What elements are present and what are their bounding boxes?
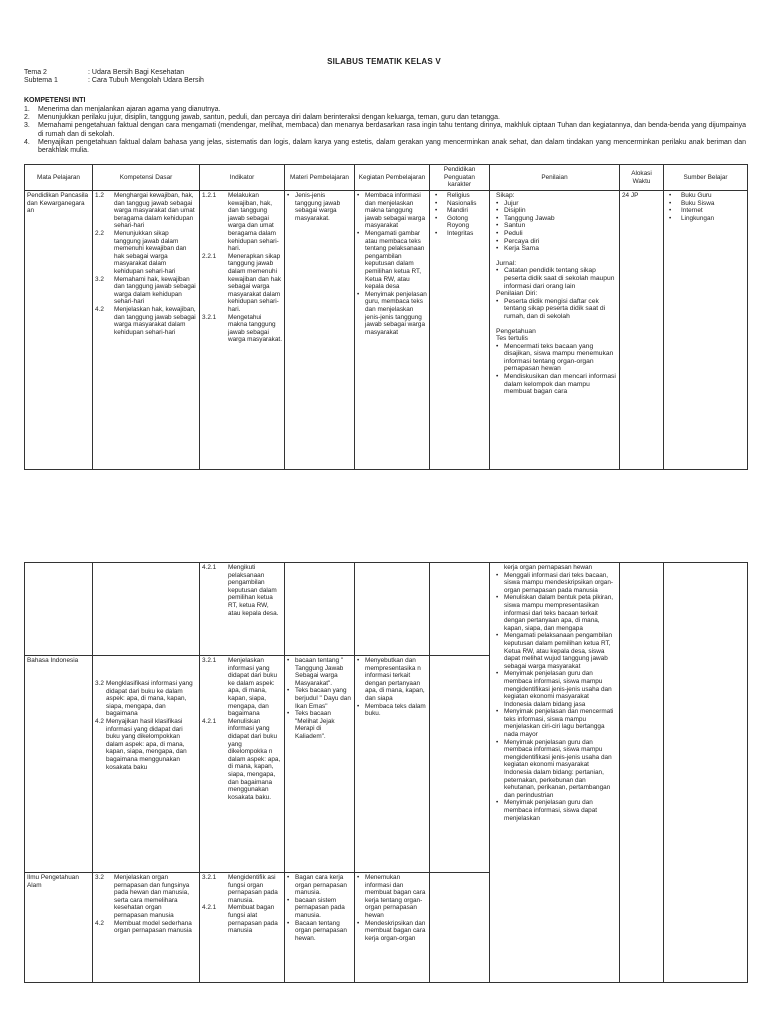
header-alokasi: Alokasi Waktu (620, 165, 664, 191)
header-kegiatan: Kegiatan Pembelajaran (355, 165, 430, 191)
cell-materi: • bacaan tentang " Tanggung Jawab Sebagai warga Masyarakat". • Teks bacaan yang berjudul " Dayu dan Ikan Emas" • Teks bacaan "Melihat Jejak Merapi di Kaliadem". (285, 656, 355, 873)
cell-indikator: 1.2.1 Melakukan kewajiban, hak, dan tanggung jawab sebagai warga dan umat beragama dalam kehidupan sehari-hari. 2.2.1 Menerapkan sikap tanggung jawab dalam memenuhi kewajiban dan hak sebagai warga masyarakat dalam kehidupan sehari-hari. 3.2.1 Mengetahui makna tanggung jawab sebagai warga masyarakat. (200, 191, 285, 470)
cell-kd: 3.2 Menjelaskan organ pernapasan dan fungsinya pada hewan dan manusia, serta cara memelihara kesehatan organ pernapasan manusia 4.2 Membuat model sederhana organ pernapasan manusia (93, 873, 200, 983)
ki-item: 1. Menerima dan menjalankan ajaran agama yang dianutnya. (24, 106, 221, 113)
cell-materi: • Jenis-jenis tanggung jawab sebagai warga masyarakat. (285, 191, 355, 470)
cell-mapel (25, 563, 93, 656)
header-penilaian: Penilaian (490, 165, 620, 191)
cell-penilaian-cont: kerja organ pernapasan hewan • Menggali informasi dari teks bacaan, siswa mampu mendeskripsikan organ-organ pernapasan pada manusia • Menuliskan dalam bentuk peta pikiran, siswa mampu mempresentasikan informasi dari teks bacaan terkait dengan pertanyaan apa, di mana, kapan, siapa, dan mengapa • Mengamati pelaksanaan pengambilan keputusan dalam pemilihan ketua RT, Ketua RW, atau kepala desa, siswa dapat melihat wujud tanggung jawab sebagai warga masyarakat • Menyimak penjelasan guru dan membaca informasi, siswa mampu mengidentifikasi jenis-jenis usaha dan kegiatan ekonomi masyarakat Indonesia dalam bidang jasa • Menyimak penjelasan dan mencermati teks informasi, siswa mampu menjelaskan ciri-ciri lagu bertangga nada mayor • Menyimak penjelasan guru dan membaca informasi, siswa mampu mengidentifikasi jenis-jenis usaha dan kegiatan ekonomi masyarakat Indonesia dalam bidang: pertanian, peternakan, perkebunan dan kehutanan, perikanan, pertambangan dan perindustrian • Menyimak penjelasan guru dan membaca informasi, siswa dapat menjelaskan (490, 563, 620, 983)
cell-mapel: Pendidikan Pancasila dan Kewarganegara an (25, 191, 93, 470)
ki-item: 2. Menunjukkan perilaku jujur, disiplin, tanggung jawab, santun, peduli, dan percaya diri dalam berinteraksi dengan keluarga, teman, guru dan tetangga. (24, 114, 500, 122)
meta-value: : Cara Tubuh Mengolah Udara Bersih (88, 77, 204, 84)
syllabus-table-page2 (24, 562, 748, 983)
cell-karakter (430, 563, 490, 656)
ki-heading: KOMPETENSI INTI (24, 97, 86, 104)
header-indikator: Indikator (200, 165, 285, 191)
cell-kd: 1.2 Menghargai kewajiban, hak, dan tanggug jawab sebagai warga masyarakat dan umat beragama dalam kehidupan sehari-hari 2.2 Menunjukkan sikap tanggung jawab dalam memenuhi kewajiban dan hak sebagai warga masyarakat dalam kehidupan sehari-hari 3.2 Memahami hak, kewajiban dan tanggung jawab sebagai warga dalam kehidupan sehari-hari 4.2 Menjelaskan hak, kewajiban, dan tanggung jawab sebagai warga masyarakat dalam kehidupan sehari-hari (93, 191, 200, 470)
cell-kd (93, 563, 200, 656)
header-kd: Kompetensi Dasar (93, 165, 200, 191)
document-title: SILABUS TEMATIK KELAS V (327, 57, 441, 66)
ki-list (24, 106, 746, 155)
cell-kegiatan (355, 563, 430, 656)
cell-indikator: 3.2.1 Menjelaskan informasi yang didapat dari buku ke dalam aspek: apa, di mana, kapan, siapa, mengapa, dan bagaimana 4.2.1 Menuliskan informasi yang didapat dari buku yang dikelompokka n dalam aspek: apa, di mana, kapan, siapa, mengapa, dan bagaimana menggunakan kosakata baku. (200, 656, 285, 873)
meta-value: : Udara Bersih Bagi Kesehatan (88, 69, 185, 76)
header-materi: Materi Pembelajaran (285, 165, 355, 191)
cell-penilaian: Sikap: • Jujur • Disiplin • Tanggung Jawab • Santun • Peduli • Percaya diri • Kerja Sama Jurnal: • Catatan pendidik tentang sikap peserta didik saat di sekolah maupun informasi dari orang lain Penilaian Diri: • Peserta didik mengisi daftar cek tentang sikap peserta didik saat di rumah, dan di sekolah Pengetahuan Tes tertulis • Mencermati teks bacaan yang disajikan, siswa mampu menemukan informasi tentang organ-organ pernapasan hewan • Mendiskusikan dan mencari informasi dalam kelompok dan mampu membuat bagan cara (490, 191, 620, 470)
cell-sumber (664, 563, 748, 983)
meta-tema (24, 69, 184, 77)
cell-kd: 3.2 Mengklasifikasi informasi yang didapat dari buku ke dalam aspek: apa, di mana, kapan, siapa, mengapa, dan bagaimana 4.2 Menyajikan hasil klasifikasi informasi yang didapat dari buku yang dikelompokkan dalam aspek: apa, di mana, kapan, siapa, mengapa, dan bagaimana menggunakan kosakata baku (93, 656, 200, 873)
cell-alokasi (620, 563, 664, 983)
table-header-row (25, 165, 748, 191)
cell-sumber: • Buku Guru • Buku Siswa • Internet • Lingkungan (664, 191, 748, 470)
table-row-pkn-cont (25, 563, 748, 656)
ki-item: 3. Memahami pengetahuan faktual dengan cara mengamati (mendengar, melihat, membaca) dan menanya berdasarkan rasa ingin tahu tentang dirinya, makhluk ciptaan Tuhan dan kegiatannya, dan benda-benda yang dijumpainya di rumah dan di sekolah. (24, 122, 746, 138)
cell-kegiatan: • Menemukan informasi dan membuat bagan cara kerja tentang organ-organ pernapasan hewan • Mendeskripsikan dan membuat bagan cara kerja organ-organ (355, 873, 430, 983)
cell-materi (285, 563, 355, 656)
ki-item: 4. Menyajikan pengetahuan faktual dalam bahasa yang jelas, sistematis dan logis, dalam karya yang estetis, dalam gerakan yang mencerminkan anak sehat, dan dalam tindakan yang mencerminkan perilaku anak beriman dan berakhlak mulia. (24, 138, 746, 155)
cell-materi: • Bagan cara kerja organ pernapasan manusia. • bacaan sistem pernapasan pada manusia. • Bacaan tentang organ pernapasan hewan. (285, 873, 355, 983)
cell-karakter (430, 656, 490, 873)
cell-alokasi: 24 JP (620, 191, 664, 470)
cell-kegiatan: • Menyebutkan dan mempresentasika n informasi terkait dengan pertanyaan apa, di mana, kapan, dan siapa • Membaca teks dalam buku. (355, 656, 430, 873)
header-karakter: Pendidikan Penguatan karakter (430, 165, 490, 191)
header-mapel: Mata Pelajaran (25, 165, 93, 191)
meta-subtema (24, 77, 204, 85)
cell-indikator: 3.2.1 Mengidentifik asi fungsi organ pernapasan pada manusia. 4.2.1 Membuat bagan fungsi alat pernapasan pada manusia (200, 873, 285, 983)
cell-mapel: Ilmu Pengetahuan Alam (25, 873, 93, 983)
cell-mapel: Bahasa Indonesia (25, 656, 93, 873)
table-row-pkn (25, 191, 748, 470)
cell-indikator: 4.2.1 Mengikuti pelaksanaan pengambilan keputusan dalam pemilihan ketua RT, ketua RW, atau kepala desa. (200, 563, 285, 656)
cell-karakter: • Religius • Nasionalis • Mandiri • Gotong Royong • Integritas (430, 191, 490, 470)
cell-kegiatan: • Membaca informasi dan menjelaskan makna tanggung jawab sebagai warga masyarakat • Mengamati gambar atau membaca teks tentang pelaksanaan pengambilan keputusan dalam pemilihan ketua RT, Ketua RW, atau kepala desa • Menyimak penjelasan guru, membaca teks dan menjelaskan jenis-jenis tanggung jawab sebagai warga masyarakat (355, 191, 430, 470)
cell-karakter (430, 873, 490, 983)
meta-key: Tema 2 (24, 69, 47, 76)
syllabus-table-page1 (24, 164, 748, 470)
meta-key: Subtema 1 (24, 77, 58, 84)
header-sumber: Sumber Belajar (664, 165, 748, 191)
